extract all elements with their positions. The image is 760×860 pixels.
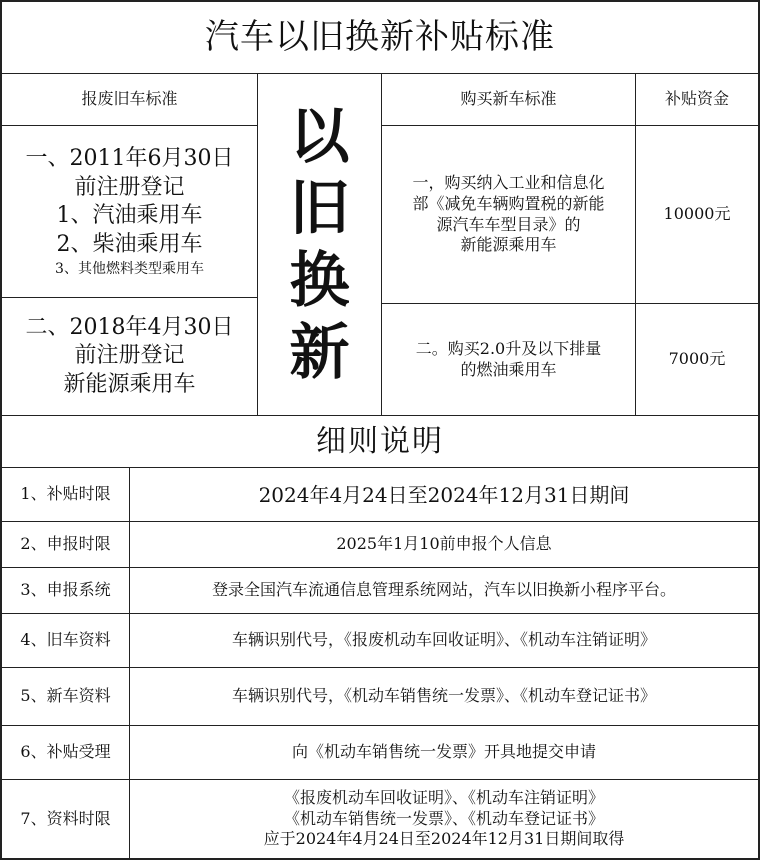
detail-value: 登录全国汽车流通信息管理系统网站，汽车以旧换新小程序平台。 [130,568,758,614]
scrap-line: 前注册登记 [74,343,185,369]
scrap-standard-1 [2,126,258,298]
buy-standard-2 [382,304,636,416]
trade-in-char: 旧 [289,173,350,244]
detail-value: 2025年1月10前申报个人信息 [130,522,758,568]
buy-line: 一，购买纳入工业和信息化 [412,172,605,192]
header-buy-standard: 购买新车标准 [382,74,636,126]
detail-value: 车辆识别代号，《报废机动车回收证明》、《机动车注销证明》 [130,614,758,668]
detail-value: 2024年4月24日至2024年12月31日期间 [130,468,758,522]
detail-label: 5、新车资料 [2,668,130,726]
detail-label: 7、资料时限 [2,780,130,858]
detail-value-line: 应于2024年4月24日至2024年12月31日期间取得 [263,829,625,849]
details-section-title: 细则说明 [2,416,758,468]
detail-value: 车辆识别代号，《机动车销售统一发票》、《机动车登记证书》 [130,668,758,726]
detail-label: 4、旧车资料 [2,614,130,668]
trade-in-char: 以 [289,101,350,172]
detail-label: 1、补贴时限 [2,468,130,522]
detail-label: 3、申报系统 [2,568,130,614]
scrap-line: 1、汽油乘用车 [56,203,203,229]
subsidy-amount-2: 7000元 [636,304,758,416]
detail-label: 6、补贴受理 [2,726,130,780]
trade-in-char: 新 [289,317,350,388]
scrap-line: 前注册登记 [74,174,185,200]
trade-in-char: 换 [289,245,350,316]
buy-line: 部《减免车辆购置税的新能 [412,193,605,213]
scrap-line: 二、2018年4月30日 [25,314,234,340]
detail-value-line: 《报废机动车回收证明》、《机动车注销证明》 [283,787,604,807]
detail-value [130,780,758,858]
detail-value: 向《机动车销售统一发票》开具地提交申请 [130,726,758,780]
scrap-line: 一、2011年6月30日 [25,146,234,172]
scrap-standard-2 [2,298,258,416]
header-scrap-standard: 报废旧车标准 [2,74,258,126]
scrap-line: 2、柴油乘用车 [56,232,203,257]
detail-value-line: 《机动车销售统一发票》、《机动车登记证书》 [283,808,604,828]
trade-in-label [258,74,382,416]
buy-line: 的燃油乘用车 [460,359,557,379]
buy-line: 新能源乘用车 [460,235,557,255]
buy-line: 二。购买2.0升及以下排量 [415,338,602,358]
buy-line: 源汽车车型目录》的 [436,214,581,234]
scrap-line-small: 3、其他燃料类型乘用车 [55,260,204,277]
buy-standard-1 [382,126,636,304]
header-subsidy-amount: 补贴资金 [636,74,758,126]
detail-label: 2、申报时限 [2,522,130,568]
page-title: 汽车以旧换新补贴标准 [2,2,758,74]
subsidy-amount-1: 10000元 [636,126,758,304]
scrap-line: 新能源乘用车 [63,371,196,397]
